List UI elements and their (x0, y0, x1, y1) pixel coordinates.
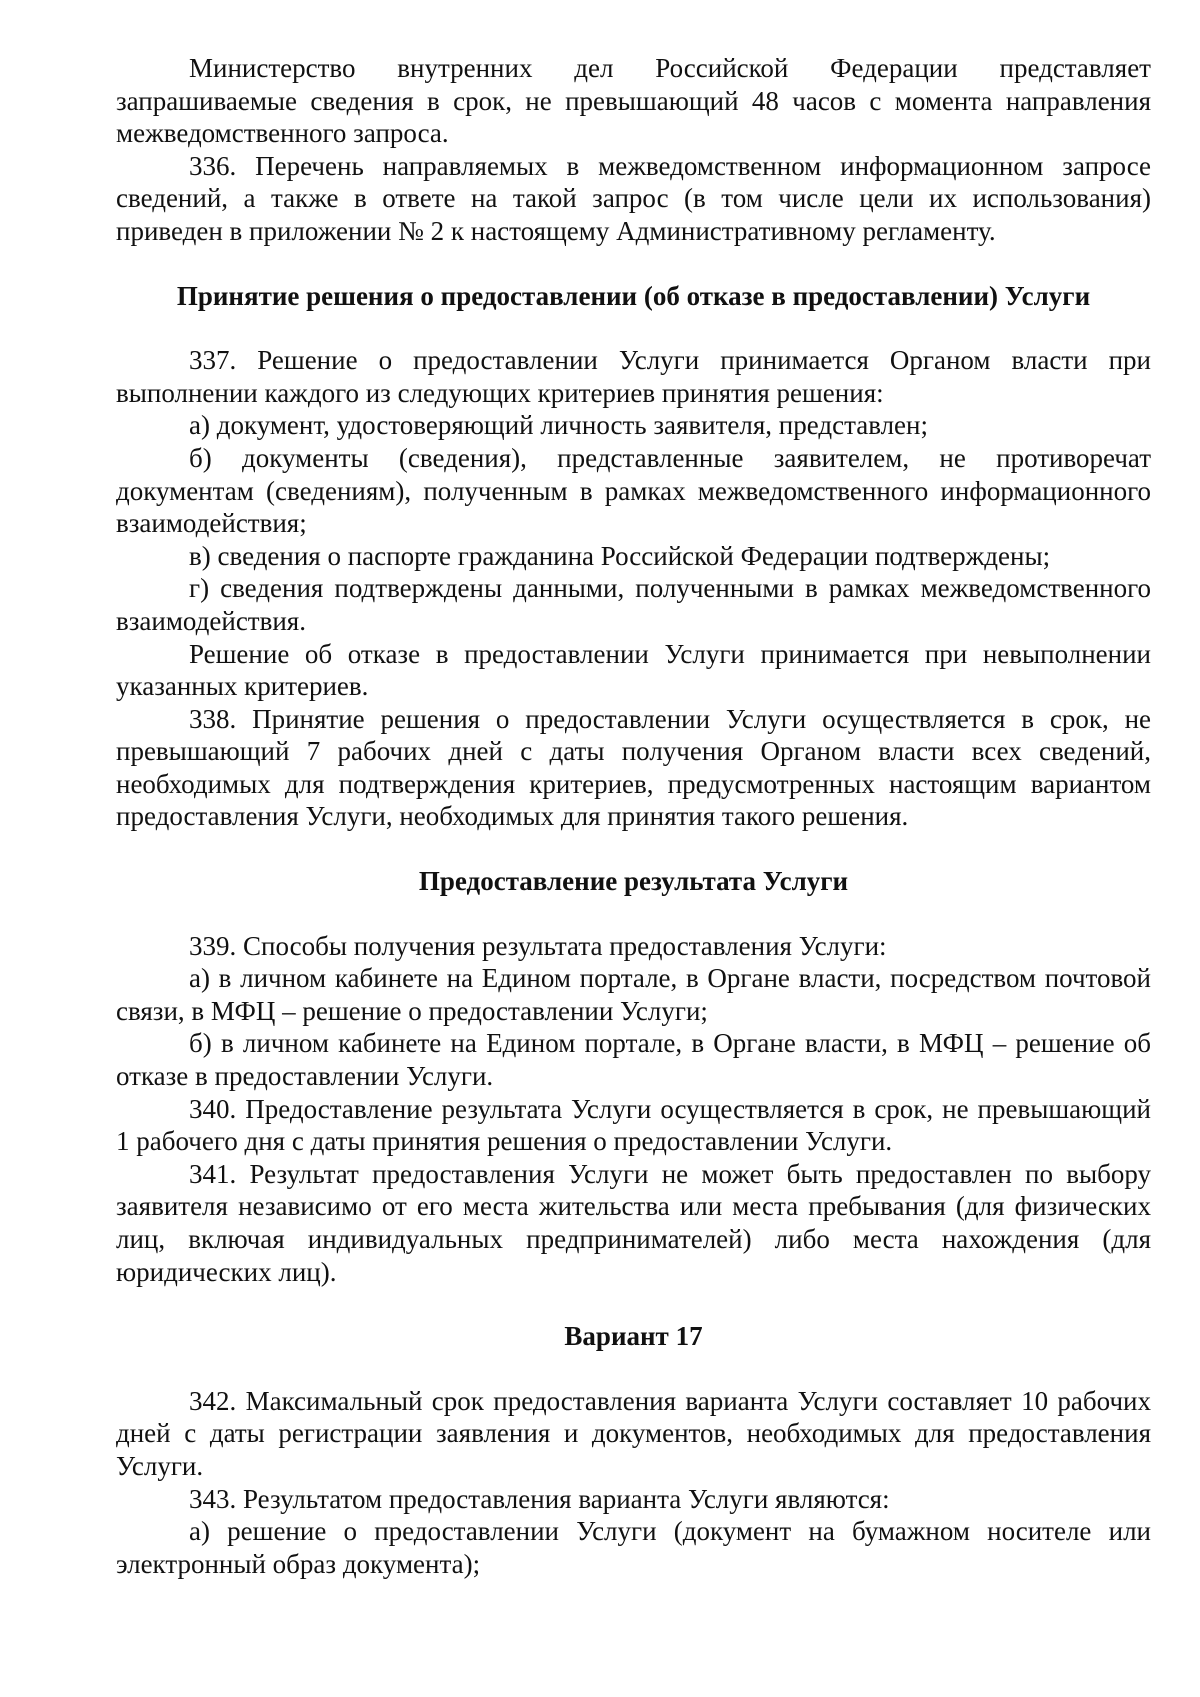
section-heading-variant-17: Вариант 17 (564, 1321, 703, 1352)
list-item-a: а) документ, удостоверяющий личность заявителя, представлен; (189, 410, 928, 441)
section-heading-decision: Принятие решения о предоставлении (об отказе в предоставлении) Услуги (176, 280, 1091, 311)
list-item-v: в) сведения о паспорте гражданина Российской Федерации подтверждены; (189, 540, 1051, 571)
list-item-b-result: б) в личном кабинете на Едином портале, в Органе власти, в МФЦ – решение об отказе в предоставлении Услуги. (116, 1028, 1151, 1092)
paragraph-343: 343. Результатом предоставления варианта Услуги являются: (189, 1483, 890, 1514)
document-page (116, 52, 1151, 1580)
list-item-g: г) сведения подтверждены данными, полученными в рамках межведомственного взаимодействия. (116, 573, 1151, 636)
paragraph-mvd-response: Министерство внутренних дел Российской Федерации представляет запрашиваемые сведения в срок, не превышающий 48 часов с момента направления межведомственного запроса. (116, 53, 1151, 149)
paragraph-340: 340. Предоставление результата Услуги осуществляется в срок, не превышающий 1 рабочего дня с даты принятия решения о предоставлении Услуги. (116, 1093, 1151, 1157)
paragraph-336: 336. Перечень направляемых в межведомственном информационном запросе сведений, а также в ответе на такой запрос (в том числе цели их использования) приведен в приложении № 2 к настоящему Административному регламенту. (116, 150, 1151, 246)
paragraph-341: 341. Результат предоставления Услуги не может быть предоставлен по выбору заявителя независимо от его места жительства или места пребывания (для физических лиц, включая индивидуальных предпринимателей) либо места нахождения (для юридических лиц). (116, 1158, 1151, 1287)
paragraph-339: 339. Способы получения результата предоставления Услуги: (189, 930, 887, 961)
list-item-a-variant: а) решение о предоставлении Услуги (документ на бумажном носителе или электронный образ документа); (116, 1516, 1151, 1579)
paragraph-refusal: Решение об отказе в предоставлении Услуги принимается при невыполнении указанных критериев. (116, 638, 1151, 702)
paragraph-342: 342. Максимальный срок предоставления варианта Услуги составляет 10 рабочих дней с даты регистрации заявления и документов, необходимых для предоставления Услуги. (116, 1385, 1151, 1481)
list-item-a-result: а) в личном кабинете на Едином портале, в Органе власти, посредством почтовой связи, в МФЦ – решение о предоставлении Услуги; (116, 963, 1151, 1026)
paragraph-338: 338. Принятие решения о предоставлении Услуги осуществляется в срок, не превышающий 7 рабочих дней с даты получения Органом власти всех сведений, необходимых для подтверждения критериев, предусмотренных настоящим вариантом предоставления Услуги, необходимых для принятия такого решения. (116, 703, 1151, 832)
list-item-b: б) документы (сведения), представленные заявителем, не противоречат документам (сведениям), полученным в рамках межведомственного информационного взаимодействия; (116, 442, 1151, 539)
section-heading-result: Предоставление результата Услуги (418, 866, 849, 897)
paragraph-337: 337. Решение о предоставлении Услуги принимается Органом власти при выполнении каждого из следующих критериев принятия решения: (116, 345, 1151, 408)
